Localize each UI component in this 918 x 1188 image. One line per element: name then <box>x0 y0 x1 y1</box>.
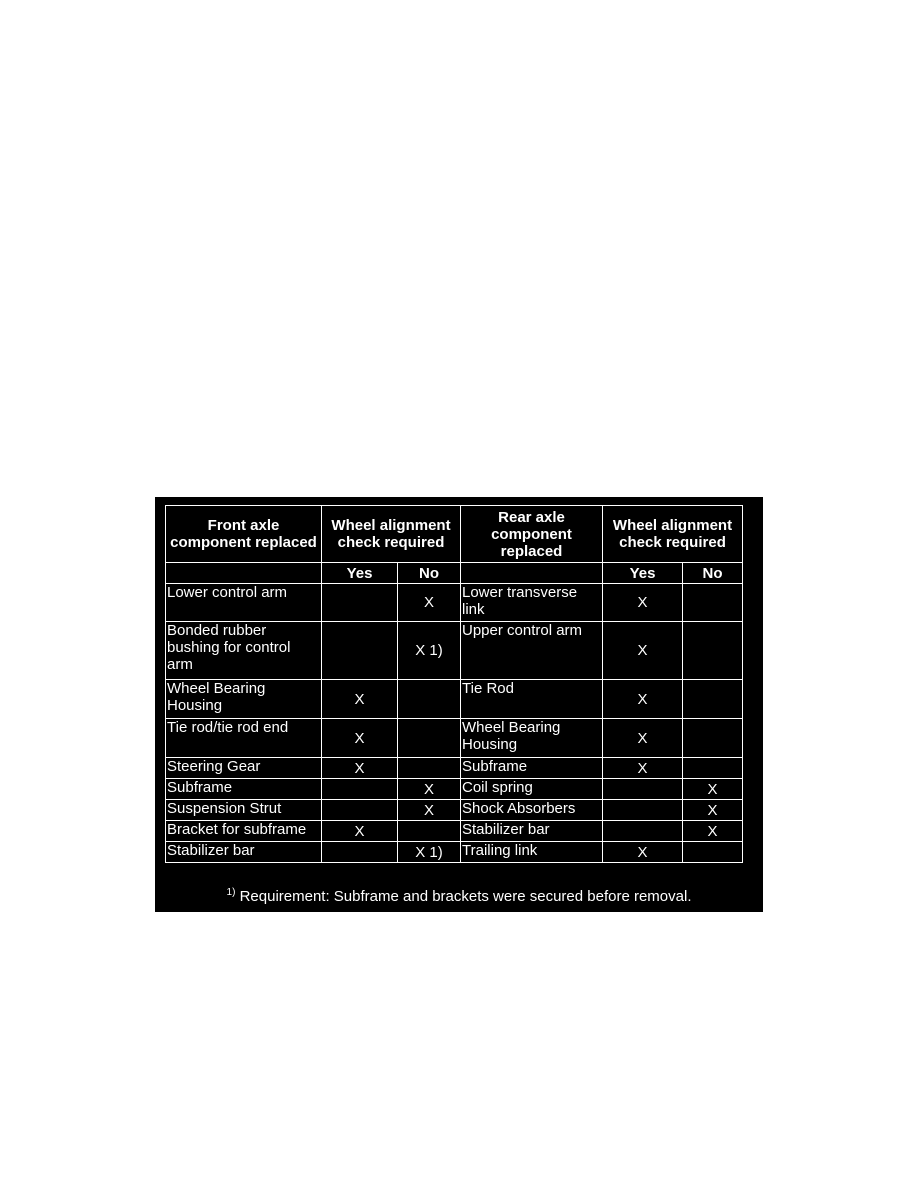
rear-no-cell <box>683 758 743 779</box>
table-row <box>166 622 743 680</box>
footnote <box>155 887 763 905</box>
front-yes-cell <box>322 584 398 622</box>
front-no-cell <box>398 821 461 842</box>
rear-yes-cell: X <box>603 584 683 622</box>
rear-yes-cell <box>603 779 683 800</box>
rear-alignment-header: Wheel alignment check required <box>603 506 743 563</box>
table-row <box>166 758 743 779</box>
wheel-alignment-table <box>165 505 743 863</box>
rear-component-header: Rear axle component replaced <box>461 506 603 563</box>
rear-no-cell <box>683 842 743 863</box>
front-component-cell: Bracket for subframe <box>166 821 322 842</box>
front-yes-cell: X <box>322 821 398 842</box>
front-yes-cell <box>322 779 398 800</box>
rear-yes-cell: X <box>603 842 683 863</box>
front-component-cell: Stabilizer bar <box>166 842 322 863</box>
rear-no-cell <box>683 584 743 622</box>
front-component-cell: Steering Gear <box>166 758 322 779</box>
front-no-cell: X 1) <box>398 842 461 863</box>
rear-component-cell: Upper control arm <box>461 622 603 680</box>
rear-yes-header: Yes <box>603 563 683 584</box>
front-alignment-header: Wheel alignment check required <box>322 506 461 563</box>
front-no-cell: X <box>398 779 461 800</box>
rear-component-cell: Subframe <box>461 758 603 779</box>
table-body <box>166 584 743 863</box>
rear-component-cell: Shock Absorbers <box>461 800 603 821</box>
rear-component-cell: Coil spring <box>461 779 603 800</box>
front-no-cell <box>398 719 461 758</box>
rear-yes-cell: X <box>603 680 683 719</box>
table-row <box>166 779 743 800</box>
front-yes-cell <box>322 842 398 863</box>
front-no-cell <box>398 680 461 719</box>
front-component-header: Front axle component replaced <box>166 506 322 563</box>
rear-no-cell: X <box>683 800 743 821</box>
table-row <box>166 719 743 758</box>
front-no-cell: X 1) <box>398 622 461 680</box>
rear-component-cell: Tie Rod <box>461 680 603 719</box>
rear-yes-cell: X <box>603 719 683 758</box>
front-yes-cell: X <box>322 719 398 758</box>
empty-subheader-cell <box>461 563 603 584</box>
table-row <box>166 800 743 821</box>
rear-no-cell <box>683 680 743 719</box>
rear-component-cell: Stabilizer bar <box>461 821 603 842</box>
header-row <box>166 506 743 563</box>
front-no-cell: X <box>398 584 461 622</box>
footnote-marker: 1) <box>226 887 236 898</box>
front-no-cell: X <box>398 800 461 821</box>
rear-component-cell: Lower transverse link <box>461 584 603 622</box>
table-row <box>166 584 743 622</box>
front-component-cell: Wheel Bearing Housing <box>166 680 322 719</box>
rear-no-cell: X <box>683 821 743 842</box>
subheader-row <box>166 563 743 584</box>
rear-yes-cell <box>603 821 683 842</box>
alignment-table-figure <box>155 497 763 912</box>
rear-no-header: No <box>683 563 743 584</box>
front-component-cell: Bonded rubber bushing for control arm <box>166 622 322 680</box>
front-yes-header: Yes <box>322 563 398 584</box>
front-yes-cell <box>322 800 398 821</box>
front-yes-cell: X <box>322 680 398 719</box>
rear-component-cell: Wheel Bearing Housing <box>461 719 603 758</box>
front-component-cell: Subframe <box>166 779 322 800</box>
rear-yes-cell <box>603 800 683 821</box>
footnote-text: Requirement: Subframe and brackets were secured before removal. <box>239 888 692 905</box>
rear-yes-cell: X <box>603 758 683 779</box>
empty-subheader-cell <box>166 563 322 584</box>
front-component-cell: Suspension Strut <box>166 800 322 821</box>
rear-no-cell: X <box>683 779 743 800</box>
table-row <box>166 842 743 863</box>
rear-component-cell: Trailing link <box>461 842 603 863</box>
front-component-cell: Tie rod/tie rod end <box>166 719 322 758</box>
front-component-cell: Lower control arm <box>166 584 322 622</box>
front-yes-cell <box>322 622 398 680</box>
front-no-cell <box>398 758 461 779</box>
front-no-header: No <box>398 563 461 584</box>
rear-yes-cell: X <box>603 622 683 680</box>
table-row <box>166 680 743 719</box>
rear-no-cell <box>683 719 743 758</box>
rear-no-cell <box>683 622 743 680</box>
front-yes-cell: X <box>322 758 398 779</box>
table-row <box>166 821 743 842</box>
